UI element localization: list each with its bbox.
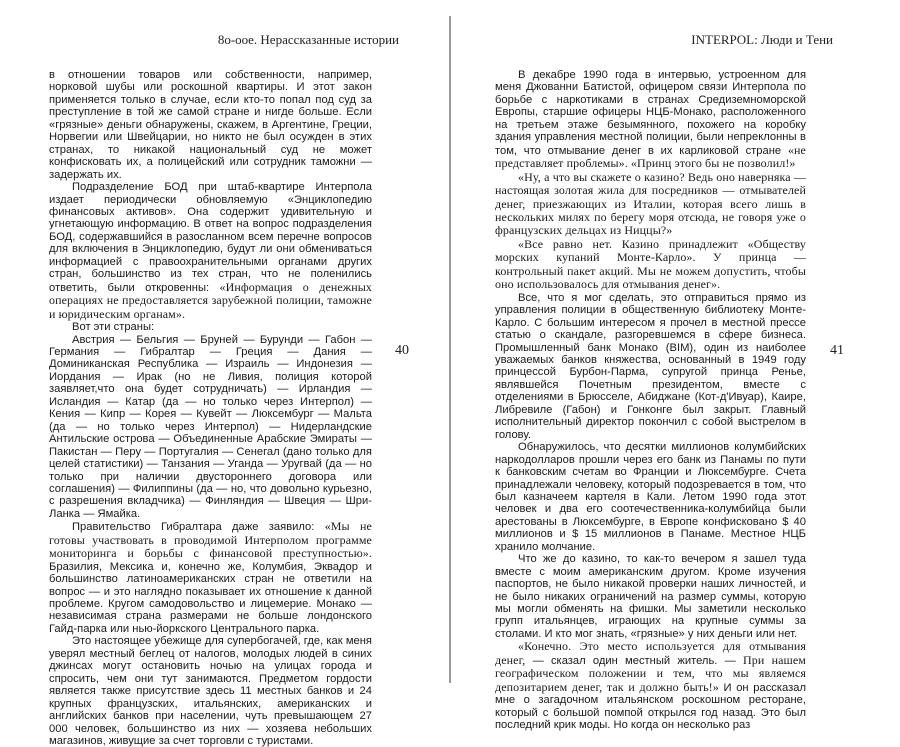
paragraph-text: В декабре 1990 года в интервью, устроенном для меня Джованни Батистой, офицером связи Интерпола по борьбе с наркотиками в странах Средиземноморской Европы, старшие офицеры НЦБ-Монако, расположенного на третьем этаже безымянного, похожего на коробку здания управления местной полиции, были непреклонны в том, что отмывание денег в их карликовой стране	[495, 69, 806, 157]
paragraph-text: Правительство Гибралтара даже заявило:	[72, 521, 325, 534]
quotation: При нашем географическом положении и тем, что мы являемся депозитарием денег, так и должно быть!»	[495, 652, 806, 694]
page-number: 41	[830, 343, 844, 358]
paragraph	[49, 635, 372, 747]
body-text	[495, 69, 806, 732]
quotation: «не представляет проблемы». «Принц этого бы не позволил!»	[495, 142, 806, 171]
paragraph	[49, 181, 372, 321]
paragraph-text: Бразилия, Мексика и, конечно же, Колумбия, Эквадор и большинство латиноамериканских стран не ответили на вопрос — и это наглядно показывает их отношение к данной проблеме. Кругом самодовольство и лицемерие. Монако — независимая страна размерами не больше лондонского Гайд-парка или нью-йоркского Центрального парка.	[49, 560, 372, 635]
paragraph	[495, 553, 806, 640]
quotation: «Мы не готовы участвовать в проводимой Интерполом программе мониторинга и борьбы с финансовой преступностью».	[49, 519, 372, 561]
paragraph-text: Это настоящее убежище для супербогачей, где, как меня уверял местный беглец от налогов, молодых людей в синих джинсах могут остановить ночью на улицах города и спросить, чем они тут занимаются. Предметом гордости является также присутствие здесь 11 местных банков и 24 крупных французских, итальянских, американских и английских банков при населении, чуть превышающем 27 000 человек, большинство из них — хозяева небольших магазинов, живущие за счет торговли с туристами.	[49, 635, 372, 747]
paragraph	[49, 520, 372, 635]
page-number: 40	[395, 343, 409, 358]
quotation: «Ну, а что вы скажете о казино? Ведь оно наверняка — настоящая золотая жила для посредников — отмывателей денег, приезжающих из Италии, которая всего лишь в нескольких милях по берегу моря отсюда, не говоря уже о французских дельцах из Ниццы?»	[495, 169, 806, 238]
paragraph	[495, 171, 806, 238]
paragraph	[49, 334, 372, 521]
paragraph	[495, 69, 806, 171]
quotation: «Конечно. Это место используется для отмывания денег,	[495, 639, 806, 667]
paragraph-text: Подразделение БОД при штаб-квартире Интерпола издает периодически обновляемую «Энциклопедию финансовых активов». Она содержит удивительную и угнетающую информацию. В ответ на вопрос подразделения БОД, содержавшийся в разосланном всем перечне вопросов для включения в Энциклопедию, будут ли они обмениваться информацией с правоохранительными органами других стран, большинство из тех стран, что не поленились ответить, были откровенны:	[49, 181, 372, 294]
paragraph	[49, 321, 372, 333]
paragraph-text: Вот эти страны:	[72, 321, 155, 334]
running-head: 8o-ooe. Нерассказанные истории	[217, 32, 399, 47]
quotation: «Информация о денежных операциях не предоставляется зарубежной полиции, таможне и юридическим органам».	[49, 279, 372, 321]
paragraph	[495, 640, 806, 731]
paragraph-text: — сказал один местный житель. —	[525, 654, 743, 667]
right-page	[450, 0, 900, 732]
country-list: Австрия — Бельгия — Бруней — Бурунди — Габон — Германия — Гибралтар — Греция — Дания — Доминиканская Республика — Израиль — Индонезия — Иордания — Ирак (но не Ливия, полиция которой заявляет,что она будет сотрудничать) — Ирландия — Исландия — Катар (да — но только через Интерпол) — Кения — Кипр — Корея — Кувейт — Люксембург — Мальта (да — но только через Интерпол) — Нидерландские Антильские острова — Объединенные Арабские Эмираты — Пакистан — Перу — Португалия — Сенегал (дано только для целей статистики) — Танзания — Уганда — Уругвай (да — но только при наличии двустороннего договора или соглашения) — Филиппины (да — но, что довольно курьезно, с разрешения вкладчика) — Финляндия — Швеция — Шри-Ланка — Ямайка.	[49, 333, 372, 520]
paragraph	[495, 238, 806, 292]
paragraph-text: И он рассказал мне о загадочном итальянском роскошном ресторане, который с большой помпой открылся год назад. Это был последний крик моды. Но когда он несколько раз	[495, 681, 806, 732]
paragraph	[49, 69, 372, 181]
running-head: INTERPOL: Люди и Тени	[691, 32, 833, 47]
paragraph-text: Обнаружилось, что десятки миллионов колумбийских наркодолларов прошли через его банк из Панамы по пути к банковским счетам во Франции и Люксембурге. Счета принадлежали человеку, который подозревается в том, что был казначеем картеля в Кали. Летом 1990 года этот человек и два его соотечественника-колумбийца были арестованы в Люксембурге, в Европе конфисковано $ 40 миллионов и $ 15 миллионов в Панаме. Местное НЦБ хранило молчание.	[495, 441, 806, 553]
paragraph	[495, 292, 806, 441]
quotation: «Все равно нет. Казино принадлежит «Обществу морских купаний Монте-Карло». У принца — контрольный пакет акций. Мы не можем допустить, чтобы оно использовалось для отмывания денег».	[495, 236, 806, 292]
paragraph-text: в отношении товаров или собственности, например, норковой шубы или роскошной квартиры. И этот закон применяется только в случае, если кто-то попал под суд за преступление в той же самой стране и нигде больше. Если «грязные» деньги обнаружены, скажем, в Аргентине, Греции, Норвегии или Швейцарии, но никто не был осужден в этих странах, то никакой национальный суд не может конфисковать их, а полицейский или сотрудник таможни — задержать их.	[49, 69, 372, 181]
body-text	[49, 69, 372, 747]
paragraph	[495, 441, 806, 553]
paragraph-text: Что же до казино, то как-то вечером я зашел туда вместе с моим американским другом. Кроме изучения паспортов, не было никакой проверки наших личностей, и не было никаких ограничений на размер суммы, которую мы могли обменять на фишки. Мы заметили несколько групп итальянцев, играющих на крупные суммы за столами. И кто мог знать, «грязные» у них деньги или нет.	[495, 553, 806, 640]
paragraph-text: Все, что я мог сделать, это отправиться прямо из управления полиции в общественную библиотеку Монте-Карло. С большим интересом я прочел в местной прессе статью о скандале, разгоревшемся в сфере бизнеса. Промышленный банк Монако (BIM), один из наиболее уважаемых банков княжества, основанный в 1949 году принцессой Бурбон-Парма, супругой принца Ренье, являвшейся Почетным президентом, вместе с отделениями в Брюсселе, Абиджане (Кот-д'Ивуар), Каире, Либревиле (Габон) и Гонконге был закрыт. Главный исполнительный директор покончил с собой выстрелом в голову.	[495, 291, 806, 441]
